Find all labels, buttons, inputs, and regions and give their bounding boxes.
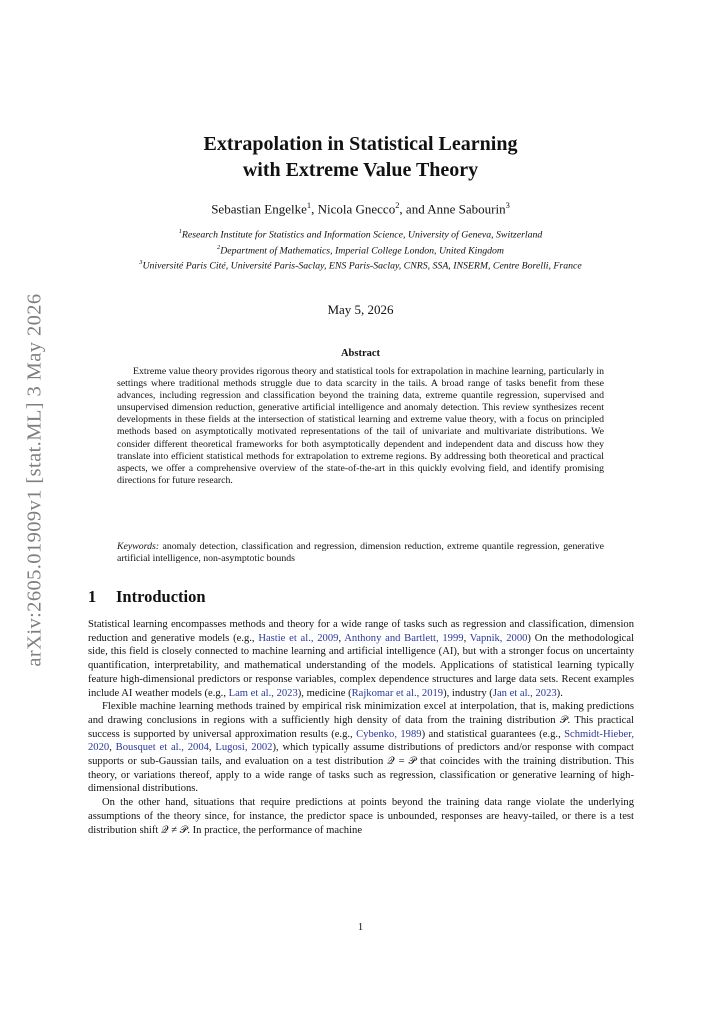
paper-date: May 5, 2026: [327, 302, 394, 317]
text-run: Statistical learning encompasses methods and theory for a wide range of tasks such as regression and classification, dimension reduction and generative models (e.g.,: [88, 619, 634, 644]
citation-link[interactable]: Vapnik, 2000: [469, 632, 528, 644]
author-engelke: Sebastian Engelke: [211, 201, 307, 217]
author-affil-marker: 2: [395, 200, 400, 210]
text-run: ), industry (: [443, 687, 493, 699]
affil-marker: 2: [217, 243, 221, 251]
paper-title: [0, 131, 721, 183]
keywords-label: Keywords:: [117, 541, 160, 552]
text-run: ,: [463, 632, 470, 644]
text-run: ,: [338, 632, 345, 644]
author-list: [0, 200, 721, 217]
paragraph-3: On the other hand, situations that require predictions at points beyond the training data range violate the underlying assumptions of the theory since, for instance, the predictor space is unbounded, responses are heavy-tailed, or there is a test distribution shift 𝒬 ≠ 𝒫. In practice, the performance of machine: [88, 797, 634, 836]
section-number: 1: [88, 587, 97, 606]
author-gnecco: , Nicola Gnecco: [311, 201, 396, 217]
citation-link[interactable]: Cybenko, 1989: [356, 728, 422, 740]
text-run: ), medicine (: [297, 687, 352, 699]
author-sabourin: , and Anne Sabourin: [399, 201, 506, 217]
citation-link[interactable]: Lugosi, 2002: [215, 742, 273, 754]
author-affil-marker: 1: [306, 200, 312, 210]
keywords: [117, 541, 604, 565]
text-run: ) On the methodological side, this field is closely connected to machine learning and artificial intelligence (AI), but with a stronger focus on uncertainty quantification, interpretability, and mathematical understanding of the models. Applications of statistical learning typically feature high-dimensional predictors or response variables, complex dependence structures and large data sets. Recent examples include AI weather models (e.g.,: [88, 632, 635, 699]
affiliation-3: [90, 257, 631, 273]
affil-text: Research Institute for Statistics and Information Science, University of Geneva, Switzerland: [181, 229, 543, 241]
text-run: ,: [109, 742, 116, 754]
affil-text: Department of Mathematics, Imperial College London, United Kingdom: [220, 244, 504, 256]
paragraph-1: [88, 618, 634, 700]
citation-link[interactable]: Schmidt-Hieber, 2020: [88, 728, 634, 754]
citation-link[interactable]: Lam et al., 2023: [228, 687, 298, 699]
affiliation-list: [90, 226, 631, 273]
paragraph-2: [88, 700, 634, 796]
title-line-1: Extrapolation in Statistical Learning: [203, 133, 518, 155]
citation-link[interactable]: Jan et al., 2023: [492, 687, 557, 699]
author-affil-marker: 3: [505, 200, 510, 210]
abstract-heading: Abstract: [340, 348, 381, 359]
page-number: 1: [357, 922, 364, 933]
text-run: ), which typically assume distributions of predictors and/or response with compact supports or sub-Gaussian tails, and evaluation on a test distribution 𝒬 = 𝒫 that coincides with the training distribution. This theory, or variations thereof, apply to a wide range of tasks such as regression, classification or generative learning of high-dimensional distributions.: [88, 742, 635, 795]
text-run: ) and statistical guarantees (e.g.,: [421, 728, 565, 740]
affil-marker: 3: [139, 259, 143, 267]
arxiv-identifier-stamp: arXiv:2605.01909v1 [stat.ML] 3 May 2026: [23, 293, 46, 667]
text-run: ).: [556, 687, 563, 699]
affil-text: Université Paris Cité, Université Paris-Saclay, ENS Paris-Saclay, CNRS, SSA, INSERM, Centre Borelli, France: [142, 260, 582, 272]
text-run: ,: [208, 742, 216, 754]
introduction-body: [88, 618, 634, 837]
title-line-2: with Extreme Value Theory: [242, 159, 479, 181]
citation-link[interactable]: Bousquet et al., 2004: [115, 742, 209, 754]
section-heading: [88, 587, 206, 607]
keywords-text: anomaly detection, classification and regression, dimension reduction, extreme quantile regression, generative artificial intelligence, non-asymptotic bounds: [117, 541, 604, 565]
citation-link[interactable]: Anthony and Bartlett, 1999: [344, 632, 464, 644]
abstract-body: Extreme value theory provides rigorous theory and statistical tools for extrapolation in machine learning, particularly in settings where traditional methods struggle due to data scarcity in the tails. A broad range of tasks benefit from these advances, including regression and classification beyond the training data, extreme quantile regression, supervised and unsupervised dimension reduction, generative artificial intelligence and anomaly detection. This review synthesizes recent developments in these fields at the intersection of statistical learning and extreme value theory, with a focus on principled methods based on asymptotically motivated representations of the tail of univariate and multivariate distributions. We consider different theoretical frameworks for both asymptotically dependent and independent data and discuss how they translate into efficient statistical methods for extrapolation to extreme regions. By addressing both theoretical and practical aspects, we offer a comprehensive overview of the state-of-the-art in this quickly evolving field, and identify promising directions for future research.: [117, 366, 604, 486]
affil-marker: 1: [178, 228, 182, 235]
citation-link[interactable]: Hastie et al., 2009: [258, 632, 339, 644]
affiliation-1: [90, 226, 631, 242]
text-run: Flexible machine learning methods trained by empirical risk minimization excel at interpolation, that is, making predictions and drawing conclusions in regions with a sufficiently high density of data from the training distribution 𝒫. This practical success is supported by universal approximation results (e.g.,: [88, 701, 634, 740]
citation-link[interactable]: Rajkomar et al., 2019: [351, 687, 444, 699]
affiliation-2: [90, 242, 631, 258]
section-title: Introduction: [116, 587, 206, 606]
